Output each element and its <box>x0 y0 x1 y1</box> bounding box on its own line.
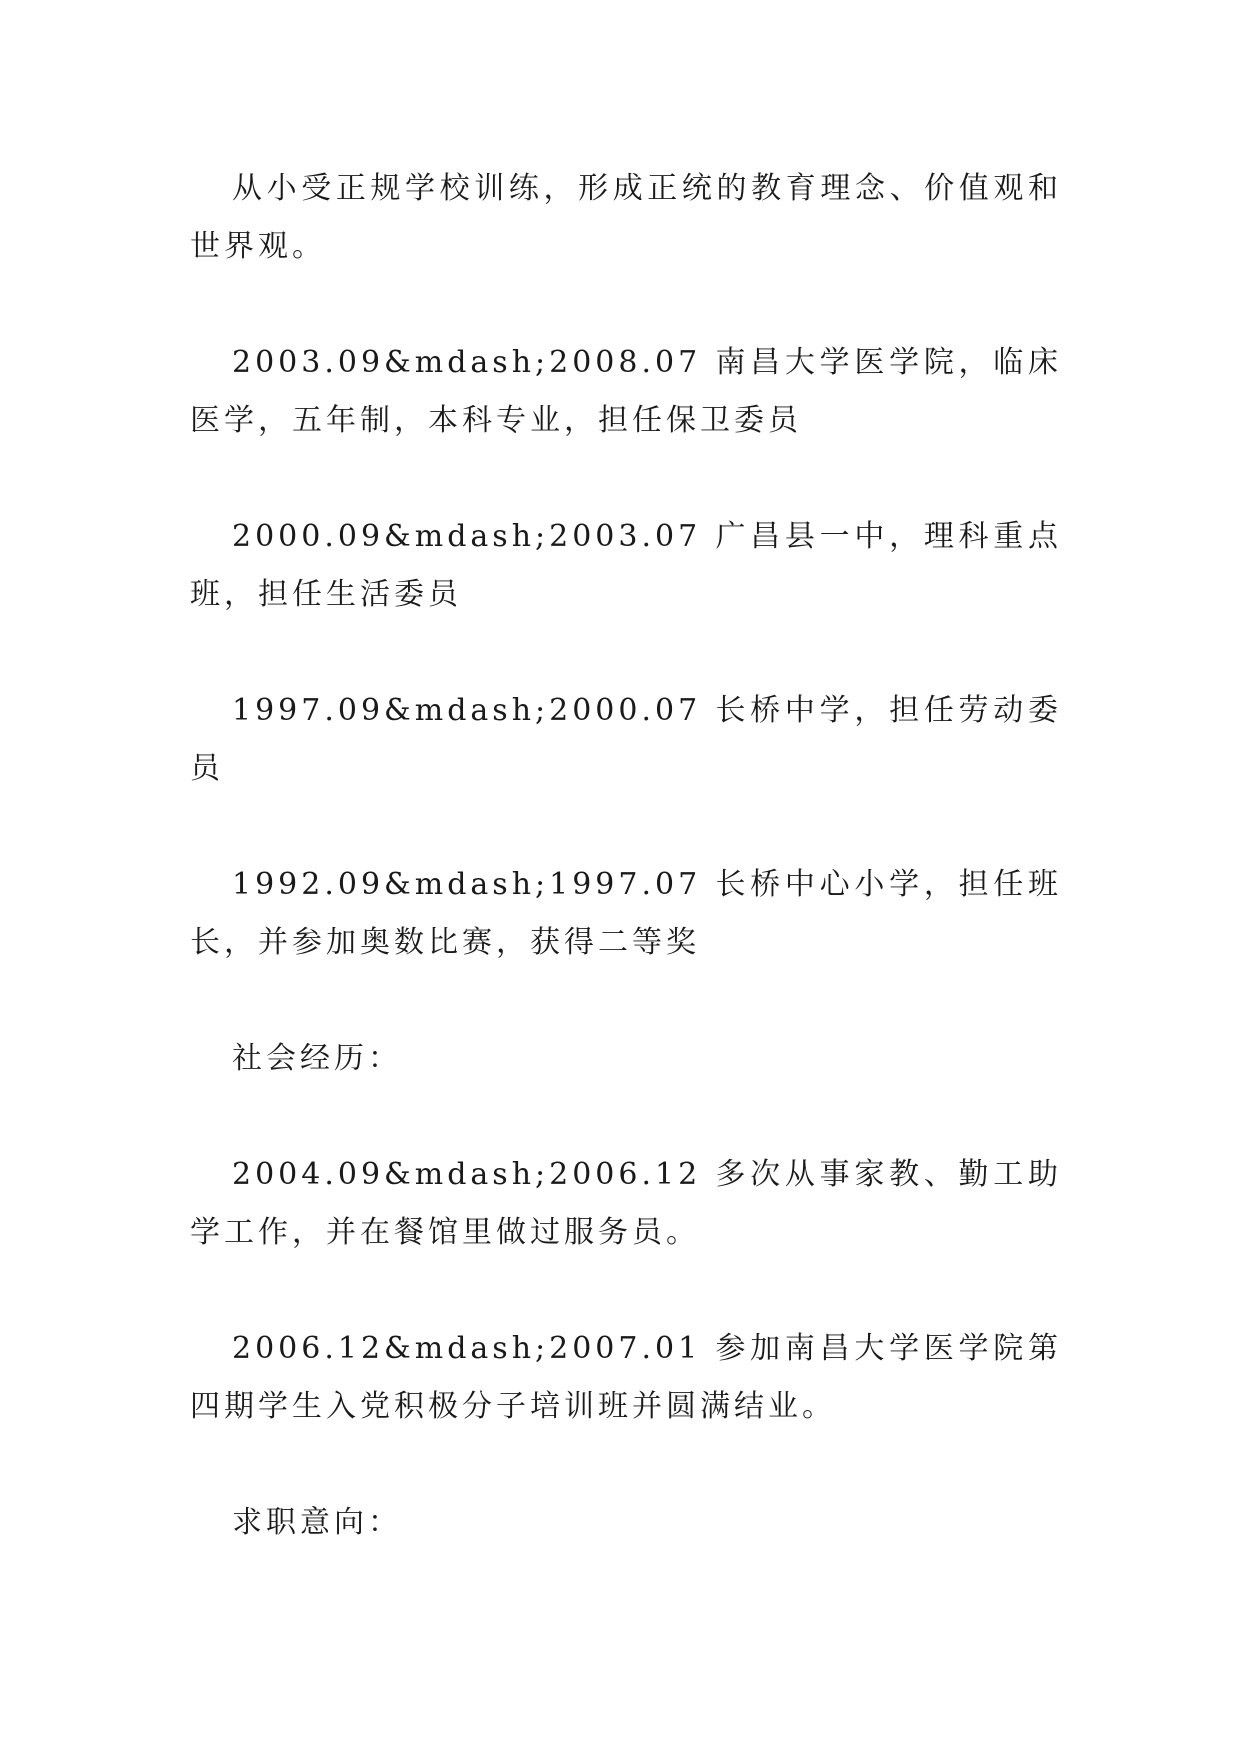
document-body <box>190 160 1062 1610</box>
paragraph-education-philosophy: 从小受正规学校训练，形成正统的教育理念、价值观和世界观。 <box>190 171 1062 264</box>
paragraph-primary-school: 1992.09&mdash;1997.07 长桥中心小学，担任班长，并参加奥数比赛，获得二等奖 <box>190 867 1062 960</box>
section-heading-social-experience: 社会经历： <box>232 1041 402 1076</box>
paragraph-party-training: 2006.12&mdash;2007.01 参加南昌大学医学院第四期学生入党积极分子培训班并圆满结业。 <box>190 1331 1062 1424</box>
paragraph-university: 2003.09&mdash;2008.07 南昌大学医学院，临床医学，五年制，本科专业，担任保卫委员 <box>190 345 1062 438</box>
section-heading-job-intention: 求职意向： <box>232 1505 402 1540</box>
paragraph-part-time-work: 2004.09&mdash;2006.12 多次从事家教、勤工助学工作，并在餐馆里做过服务员。 <box>190 1157 1062 1250</box>
paragraph-high-school: 2000.09&mdash;2003.07 广昌县一中，理科重点班，担任生活委员 <box>190 519 1062 612</box>
paragraph-middle-school: 1997.09&mdash;2000.07 长桥中学，担任劳动委员 <box>190 693 1062 786</box>
